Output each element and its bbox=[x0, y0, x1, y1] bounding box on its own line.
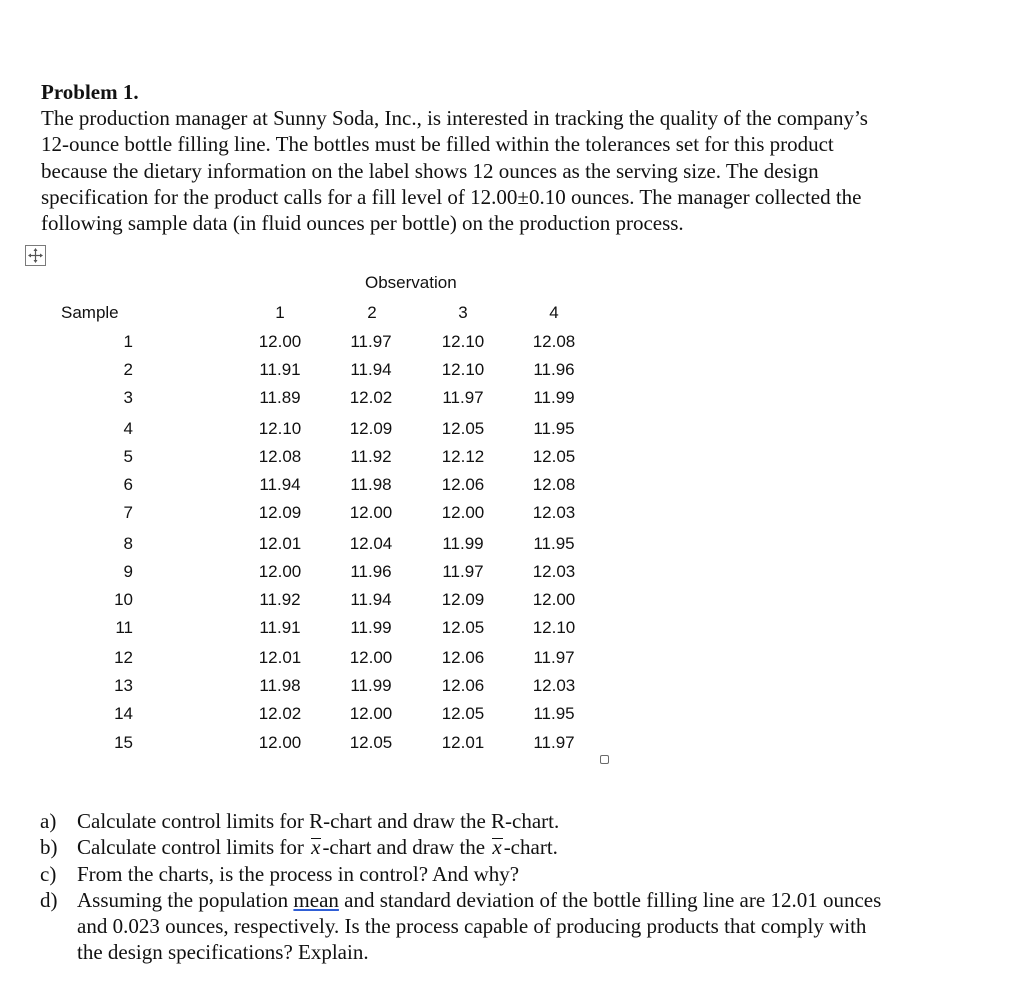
column-header: 4 bbox=[549, 303, 559, 322]
table-cell: 12.08 bbox=[258, 447, 302, 466]
sample-number: 13 bbox=[114, 676, 133, 695]
sample-number: 3 bbox=[123, 388, 133, 407]
question-label: c) bbox=[40, 861, 57, 886]
table-cell: 12.01 bbox=[258, 648, 302, 667]
observation-header: Observation bbox=[365, 273, 457, 292]
table-cell: 11.99 bbox=[442, 534, 484, 553]
table-cell: 11.97 bbox=[442, 562, 484, 581]
table-cell: 12.06 bbox=[441, 676, 485, 695]
table-cell: 11.91 bbox=[259, 360, 301, 379]
table-cell: 11.95 bbox=[533, 704, 575, 723]
question-text: Calculate control limits for R-chart and draw the R-chart. bbox=[77, 809, 560, 833]
question-text-part: -chart and draw the bbox=[322, 835, 491, 860]
table-cell: 11.95 bbox=[533, 419, 575, 438]
table-cell: 12.03 bbox=[532, 676, 576, 695]
sample-number: 6 bbox=[123, 475, 133, 494]
sample-number: 15 bbox=[114, 733, 133, 752]
question-label: b) bbox=[40, 835, 58, 860]
table-cell: 11.99 bbox=[533, 388, 575, 407]
sample-number: 5 bbox=[123, 447, 133, 466]
question-d-continued: and 0.023 ounces, respectively. Is the process capable of producing products that comply with bbox=[77, 914, 867, 939]
intro-line: 12-ounce bottle filling line. The bottles must be filled within the tolerances set for this product bbox=[41, 132, 834, 157]
table-cell: 12.05 bbox=[441, 419, 485, 438]
table-resize-handle[interactable] bbox=[600, 755, 609, 764]
question-text-part: Calculate control limits for bbox=[77, 835, 310, 860]
table-cell: 12.10 bbox=[441, 332, 485, 351]
table-cell: 11.97 bbox=[442, 388, 484, 407]
question-d bbox=[40, 887, 1000, 913]
table-cell: 11.97 bbox=[350, 332, 392, 351]
question-text-part: Assuming the population bbox=[77, 887, 294, 912]
table-cell: 12.08 bbox=[532, 475, 576, 494]
question-list bbox=[40, 808, 1000, 966]
table-cell: 12.09 bbox=[349, 419, 393, 438]
question-d-continued: the design specifications? Explain. bbox=[77, 940, 369, 965]
table-cell: 11.96 bbox=[350, 562, 392, 581]
question-label: a) bbox=[40, 809, 57, 833]
column-header: 2 bbox=[367, 303, 377, 322]
intro-line: because the dietary information on the label shows 12 ounces as the serving size. The design bbox=[41, 158, 819, 183]
intro-line: The production manager at Sunny Soda, Inc., is interested in tracking the quality of the company’s bbox=[41, 106, 868, 130]
table-cell: 11.99 bbox=[350, 618, 392, 637]
sample-number: 10 bbox=[114, 590, 133, 609]
table-cell: 11.95 bbox=[533, 534, 575, 553]
table-cell: 12.02 bbox=[258, 704, 302, 723]
sample-number: 8 bbox=[123, 534, 133, 553]
table-cell: 12.10 bbox=[441, 360, 485, 379]
question-text bbox=[77, 834, 1000, 860]
table-cell: 12.03 bbox=[532, 503, 576, 522]
question-text: From the charts, is the process in control? And why? bbox=[77, 861, 520, 886]
table-cell: 12.04 bbox=[349, 534, 393, 553]
sample-number: 7 bbox=[123, 503, 133, 522]
question-c bbox=[40, 861, 1000, 887]
table-cell: 12.00 bbox=[258, 733, 302, 752]
question-b bbox=[40, 834, 1000, 860]
sample-number: 2 bbox=[123, 360, 133, 379]
table-cell: 11.99 bbox=[350, 676, 392, 695]
table-cell: 11.94 bbox=[350, 360, 392, 379]
intro-line: following sample data (in fluid ounces per bottle) on the production process. bbox=[41, 211, 684, 236]
sample-number: 1 bbox=[123, 332, 133, 351]
table-cell: 12.08 bbox=[532, 332, 576, 351]
column-header: 1 bbox=[275, 303, 285, 322]
x-bar-symbol: x bbox=[311, 835, 321, 860]
table-cell: 12.00 bbox=[258, 332, 302, 351]
table-cell: 12.10 bbox=[532, 618, 576, 637]
table-cell: 11.96 bbox=[533, 360, 575, 379]
sample-number: 4 bbox=[123, 419, 133, 438]
table-cell: 11.94 bbox=[259, 475, 301, 494]
question-text-part: and standard deviation of the bottle filling line are 12.01 ounces bbox=[338, 887, 882, 912]
table-cell: 12.10 bbox=[258, 419, 302, 438]
table-cell: 12.00 bbox=[349, 503, 393, 522]
table-cell: 12.01 bbox=[441, 733, 485, 752]
problem-title: Problem 1. bbox=[41, 80, 139, 104]
table-cell: 12.09 bbox=[441, 590, 485, 609]
table-cell: 12.12 bbox=[441, 447, 485, 466]
question-text-part: -chart. bbox=[503, 835, 558, 860]
intro-line: specification for the product calls for a fill level of 12.00±0.10 ounces. The manager collected the bbox=[41, 184, 862, 209]
column-header: 3 bbox=[458, 303, 468, 322]
sample-number: 11 bbox=[115, 618, 133, 637]
table-cell: 11.89 bbox=[259, 388, 301, 407]
table-cell: 12.03 bbox=[532, 562, 576, 581]
table-cell: 11.92 bbox=[259, 590, 301, 609]
table-cell: 12.02 bbox=[349, 388, 393, 407]
table-cell: 12.06 bbox=[441, 475, 485, 494]
table-cell: 11.98 bbox=[350, 475, 392, 494]
table-cell: 12.00 bbox=[349, 704, 393, 723]
table-cell: 11.97 bbox=[533, 733, 575, 752]
question-label: d) bbox=[40, 887, 58, 912]
table-cell: 12.09 bbox=[258, 503, 302, 522]
table-cell: 12.01 bbox=[258, 534, 302, 553]
sample-header: Sample bbox=[61, 303, 119, 322]
table-cell: 12.00 bbox=[349, 648, 393, 667]
table-cell: 12.05 bbox=[441, 704, 485, 723]
sample-number: 14 bbox=[114, 704, 133, 723]
table-cell: 12.06 bbox=[441, 648, 485, 667]
table-cell: 12.00 bbox=[532, 590, 576, 609]
sample-number: 9 bbox=[123, 562, 133, 581]
question-a bbox=[40, 808, 1000, 834]
table-cell: 12.00 bbox=[258, 562, 302, 581]
table-cell: 11.92 bbox=[350, 447, 392, 466]
spell-underlined-word: mean bbox=[293, 887, 339, 912]
table-cell: 12.05 bbox=[532, 447, 576, 466]
question-text bbox=[77, 887, 1000, 913]
table-cell: 11.98 bbox=[259, 676, 301, 695]
table-cell: 12.05 bbox=[349, 733, 393, 752]
table-cell: 12.00 bbox=[441, 503, 485, 522]
table-cell: 11.94 bbox=[350, 590, 392, 609]
table-cell: 11.91 bbox=[259, 618, 301, 637]
table-cell: 12.05 bbox=[441, 618, 485, 637]
x-bar-symbol: x bbox=[492, 835, 502, 860]
table-cell: 11.97 bbox=[533, 648, 575, 667]
sample-number: 12 bbox=[114, 648, 133, 667]
